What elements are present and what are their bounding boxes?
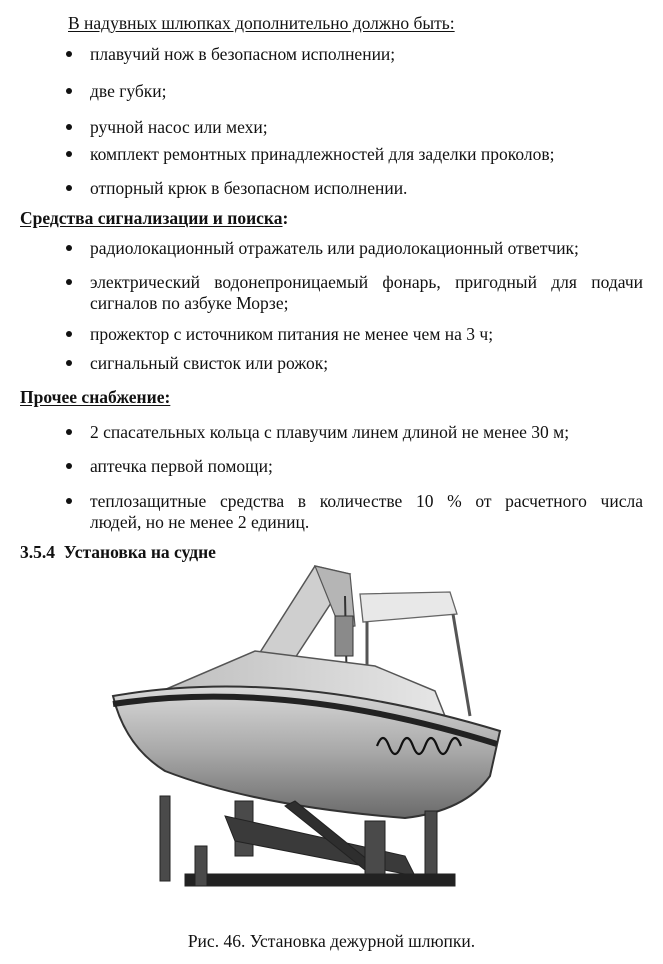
list-item-continuation: людей, но не менее 2 единиц. [90,512,310,532]
list-item: плавучий нож в безопасном исполнении; [90,44,396,64]
section-number: 3.5.4 [20,542,55,562]
bullet [66,88,72,94]
bullet [66,124,72,130]
bullet [66,151,72,157]
list-item: прожектор с источником питания не менее чем на 3 ч; [90,324,494,344]
list-item: две губки; [90,81,167,101]
other-heading: Прочее снабжение: [20,387,171,407]
signaling-heading-colon: : [282,208,289,228]
bullet [66,429,72,435]
section-title: Установка на судне [63,542,216,562]
boat-hull [113,687,500,818]
signaling-heading [20,207,288,229]
bullet [66,185,72,191]
list-item: 2 спасательных кольца с плавучим линем длиной не менее 30 м; [90,422,570,442]
list-item: электрический водонепроницаемый фонарь, пригодный для подачи [90,272,643,292]
list-item: аптечка первой помощи; [90,456,273,476]
bullet [66,51,72,57]
list-item: сигнальный свисток или рожок; [90,353,329,373]
signaling-heading-text: Средства сигнализации и поиска [20,208,283,228]
inflatable-heading: В надувных шлюпках дополнительно должно быть: [68,13,455,33]
bullet [66,463,72,469]
bullet [66,245,72,251]
list-item-continuation: сигналов по азбуке Морзе; [90,293,289,313]
list-item: отпорный крюк в безопасном исполнении. [90,178,408,198]
rescue-boat-illustration [105,556,505,921]
list-item: теплозащитные средства в количестве 10 % от расчетного числа [90,491,643,511]
bullet [66,498,72,504]
bullet [66,360,72,366]
list-item: комплект ремонтных принадлежностей для заделки проколов; [90,144,555,164]
list-item: радиолокационный отражатель или радиолокационный ответчик; [90,238,579,258]
bullet [66,331,72,337]
list-item: ручной насос или мехи; [90,117,268,137]
bullet [66,279,72,285]
figure-caption: Рис. 46. Установка дежурной шлюпки. [187,931,476,951]
